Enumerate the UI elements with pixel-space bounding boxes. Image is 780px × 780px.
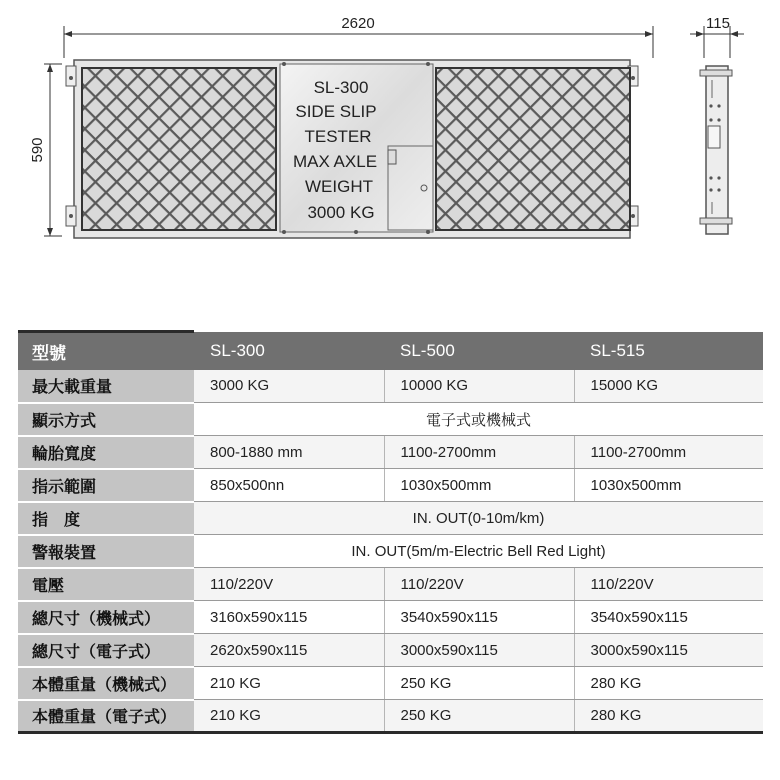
table-row [18, 700, 763, 733]
value-cell: 10000 KG [384, 370, 574, 403]
row-label: 總尺寸（電子式） [18, 634, 194, 667]
table-row [18, 370, 763, 403]
value-cell: 3000x590x115 [574, 634, 763, 667]
row-label: 總尺寸（機械式） [18, 601, 194, 634]
value-cell: 1030x500mm [574, 469, 763, 502]
value-cell: 250 KG [384, 700, 574, 733]
value-cell: 280 KG [574, 700, 763, 733]
value-cell: 280 KG [574, 667, 763, 700]
panel-line-5: WEIGHT [305, 177, 373, 196]
left-tread-plate [82, 68, 276, 230]
value-cell: 110/220V [194, 568, 384, 601]
value-cell: 3160x590x115 [194, 601, 384, 634]
value-cell: 1100-2700mm [574, 436, 763, 469]
height-label: 590 [29, 137, 46, 163]
value-cell: 1100-2700mm [384, 436, 574, 469]
spanned-value-cell: IN. OUT(5m/m-Electric Bell Red Light) [194, 535, 763, 568]
value-cell: 110/220V [574, 568, 763, 601]
value-cell: 800-1880 mm [194, 436, 384, 469]
value-cell: 1030x500mm [384, 469, 574, 502]
panel-line-3: TESTER [304, 127, 372, 146]
row-label: 指 度 [18, 502, 194, 535]
value-cell: 850x500nn [194, 469, 384, 502]
spec-table-body [18, 370, 763, 733]
value-cell: 110/220V [384, 568, 574, 601]
row-label: 指示範圍 [18, 469, 194, 502]
value-cell: 2620x590x115 [194, 634, 384, 667]
value-cell: 3540x590x115 [574, 601, 763, 634]
width-dimension [64, 15, 653, 58]
panel-line-2: SIDE SLIP [295, 102, 377, 121]
model-header: SL-300 [194, 332, 384, 370]
panel-line-6: 3000 KG [307, 203, 375, 222]
row-label: 輪胎寬度 [18, 436, 194, 469]
table-row [18, 436, 763, 469]
row-label: 顯示方式 [18, 403, 194, 436]
value-cell: 15000 KG [574, 370, 763, 403]
table-row [18, 667, 763, 700]
table-row [18, 601, 763, 634]
technical-drawing [0, 0, 780, 300]
table-row [18, 535, 763, 568]
height-dimension [29, 64, 62, 236]
row-label: 最大載重量 [18, 370, 194, 403]
spanned-value-cell: 電子式或機械式 [194, 403, 763, 436]
panel-line-1: SL-300 [313, 78, 369, 97]
value-cell: 250 KG [384, 667, 574, 700]
width-label: 2620 [341, 15, 375, 32]
row-label: 警報裝置 [18, 535, 194, 568]
row-label: 電壓 [18, 568, 194, 601]
table-row [18, 568, 763, 601]
panel-line-4: MAX AXLE [292, 152, 378, 171]
table-row [18, 469, 763, 502]
side-view [690, 15, 744, 234]
value-cell: 3540x590x115 [384, 601, 574, 634]
header-label: 型號 [18, 332, 194, 370]
value-cell: 3000 KG [194, 370, 384, 403]
table-row [18, 403, 763, 436]
model-header: SL-515 [574, 332, 763, 370]
spec-table [18, 330, 763, 734]
table-row [18, 634, 763, 667]
value-cell: 3000x590x115 [384, 634, 574, 667]
row-label: 本體重量（電子式） [18, 700, 194, 733]
table-row [18, 502, 763, 535]
right-tread-plate [436, 68, 630, 230]
value-cell: 210 KG [194, 667, 384, 700]
model-header: SL-500 [384, 332, 574, 370]
depth-label: 115 [706, 15, 730, 32]
row-label: 本體重量（機械式） [18, 667, 194, 700]
table-header-row [18, 332, 763, 370]
value-cell: 210 KG [194, 700, 384, 733]
spanned-value-cell: IN. OUT(0-10m/km) [194, 502, 763, 535]
